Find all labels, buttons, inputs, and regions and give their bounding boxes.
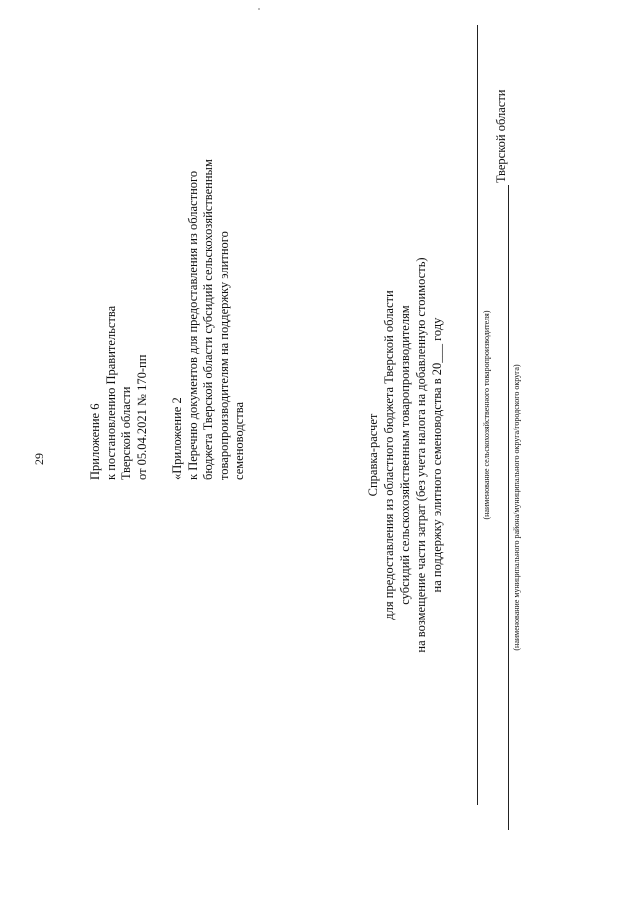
annex2-line: «Приложение 2: [170, 397, 184, 480]
region-label: Тверской области: [494, 89, 508, 183]
producer-name-caption: (наименование сельскохозяйственного товаропроизводителя): [482, 310, 491, 520]
title-line: на возмещение части затрат (без учета налога на добавленную стоимость): [414, 257, 428, 653]
title-line: для предоставления из областного бюджета Тверской области: [382, 290, 396, 620]
annex2-line: товаропроизводителям на поддержку элитного: [216, 231, 231, 480]
producer-name-line: [477, 25, 478, 805]
annex2-line: бюджета Тверской области субсидий сельскохозяйственным: [201, 159, 215, 480]
annex-line: Приложение 6: [88, 403, 102, 480]
title-line: Справка-расчет: [366, 413, 380, 497]
district-name-line: [508, 185, 509, 830]
annex-line: Тверской области: [119, 386, 133, 480]
annex2-line: семеноводства: [232, 401, 246, 480]
annex-line: от 05.04.2021 № 170-пп: [134, 354, 149, 480]
scan-mark: [258, 8, 260, 10]
title-line: субсидий сельскохозяйственным товаропроизводителям: [398, 305, 412, 605]
annex2-header: [170, 100, 248, 480]
page-number: 29: [32, 453, 46, 465]
annex-line: к постановлению Правительства: [103, 305, 118, 480]
title-line: на поддержку элитного семеноводства в 20___ году: [430, 317, 444, 593]
annex2-line: к Перечню документов для предоставления из областного: [185, 170, 200, 480]
document-title: [365, 245, 445, 665]
annex-header: [88, 306, 150, 480]
district-name-caption: (наименование муниципального района/муниципального округа/городского округа): [512, 364, 521, 651]
